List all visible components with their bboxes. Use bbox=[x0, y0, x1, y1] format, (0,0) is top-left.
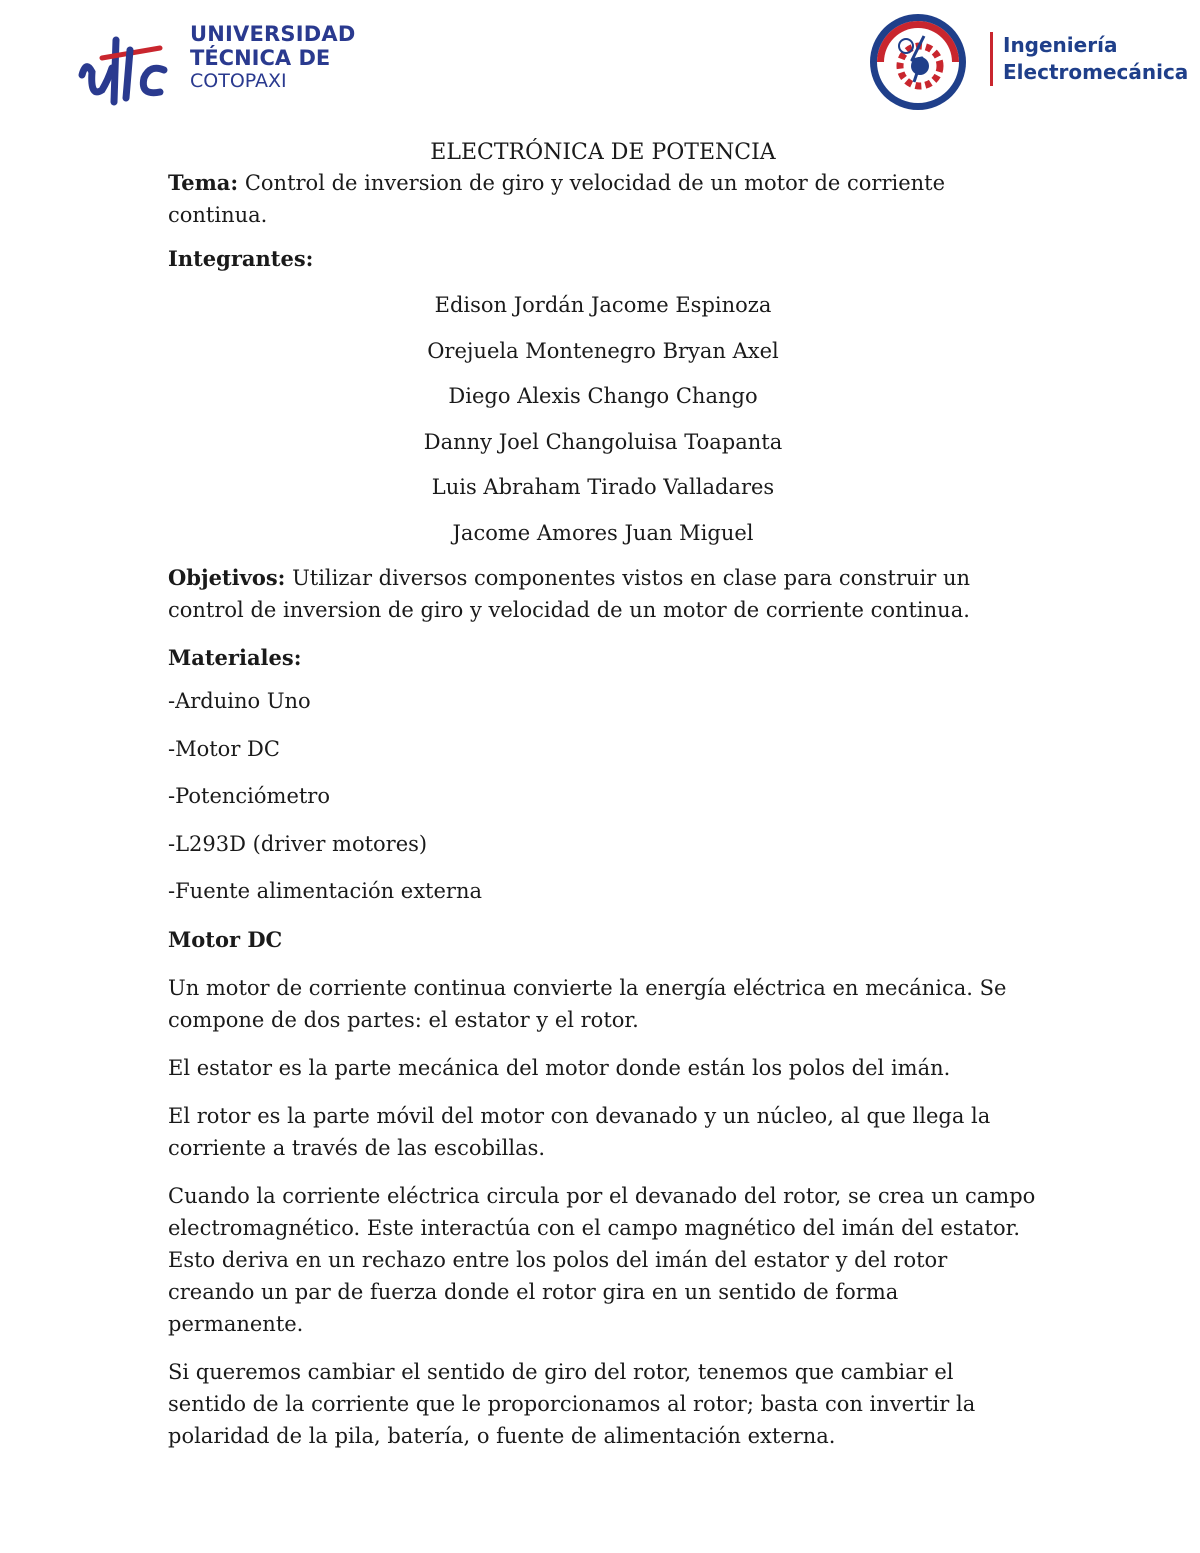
body-paragraph: Un motor de corriente continua convierte la energía eléctrica en mecánica. Se compone de dos partes: el estator y el rotor. bbox=[168, 975, 1007, 1032]
materials-list bbox=[168, 678, 1038, 916]
utc-logo-line3: COTOPAXI bbox=[190, 70, 287, 92]
utc-logo-mark bbox=[72, 20, 187, 115]
objetivos-text: Utilizar diversos componentes vistos en clase para construir un control de inversion de giro y velocidad de un motor de corriente continua. bbox=[168, 566, 971, 622]
material-item: -Motor DC bbox=[168, 736, 280, 761]
member-name: Jacome Amores Juan Miguel bbox=[452, 520, 754, 545]
member-name: Luis Abraham Tirado Valladares bbox=[431, 475, 775, 499]
objetivos-label: Objetivos: bbox=[168, 565, 286, 590]
ie-logo bbox=[862, 12, 1189, 112]
utc-logo-line2: TÉCNICA DE bbox=[190, 46, 331, 70]
ie-logo-text bbox=[990, 32, 1188, 86]
utc-logo-text bbox=[190, 24, 355, 91]
body-paragraph: El rotor es la parte móvil del motor con devanado y un núcleo, al que llega la corriente a través de las escobillas. bbox=[168, 1103, 991, 1160]
utc-logo-line1: UNIVERSIDAD bbox=[190, 22, 356, 46]
body-paragraph: Cuando la corriente eléctrica circula por el devanado del rotor, se crea un campo electromagnético. Este interactúa con el campo magnético del imán del estator. Esto deriva en un rechazo entre los polos del imán del estator y del rotor creando un par de fuerza donde el rotor gira en un sentido de forma permanente. bbox=[168, 1183, 1036, 1336]
motor-dc-heading: Motor DC bbox=[168, 926, 283, 952]
member-name: Edison Jordán Jacome Espinoza bbox=[434, 293, 772, 317]
integrantes-label: Integrantes: bbox=[168, 246, 314, 271]
material-item: -Potenciómetro bbox=[168, 784, 330, 808]
members-list bbox=[168, 283, 1038, 556]
member-name: Diego Alexis Chango Chango bbox=[448, 384, 758, 408]
material-item: -Fuente alimentación externa bbox=[168, 879, 483, 903]
materiales-label: Materiales: bbox=[168, 645, 302, 670]
tema-line bbox=[168, 167, 1038, 231]
ie-logo-line1: Ingeniería bbox=[1003, 33, 1118, 57]
objetivos-paragraph bbox=[168, 562, 1038, 626]
material-item: -L293D (driver motores) bbox=[168, 831, 428, 856]
body-paragraph: El estator es la parte mecánica del motor donde están los polos del imán. bbox=[168, 1055, 951, 1080]
ie-logo-line2: Electromecánica bbox=[1003, 60, 1189, 84]
utc-logo bbox=[72, 20, 356, 115]
member-name: Danny Joel Changoluisa Toapanta bbox=[423, 429, 783, 454]
tema-label: Tema: bbox=[168, 170, 239, 195]
document-title: ELECTRÓNICA DE POTENCIA bbox=[430, 140, 776, 165]
ie-logo-mark bbox=[862, 12, 974, 112]
document-body bbox=[168, 137, 1038, 1452]
material-item: -Arduino Uno bbox=[168, 689, 311, 713]
tema-text: Control de inversion de giro y velocidad de un motor de corriente continua. bbox=[168, 171, 946, 227]
body-paragraph: Si queremos cambiar el sentido de giro del rotor, tenemos que cambiar el sentido de la corriente que le proporcionamos al rotor; basta con invertir la polaridad de la pila, batería, o fuente de alimentación externa. bbox=[168, 1359, 976, 1448]
member-name: Orejuela Montenegro Bryan Axel bbox=[427, 338, 779, 363]
